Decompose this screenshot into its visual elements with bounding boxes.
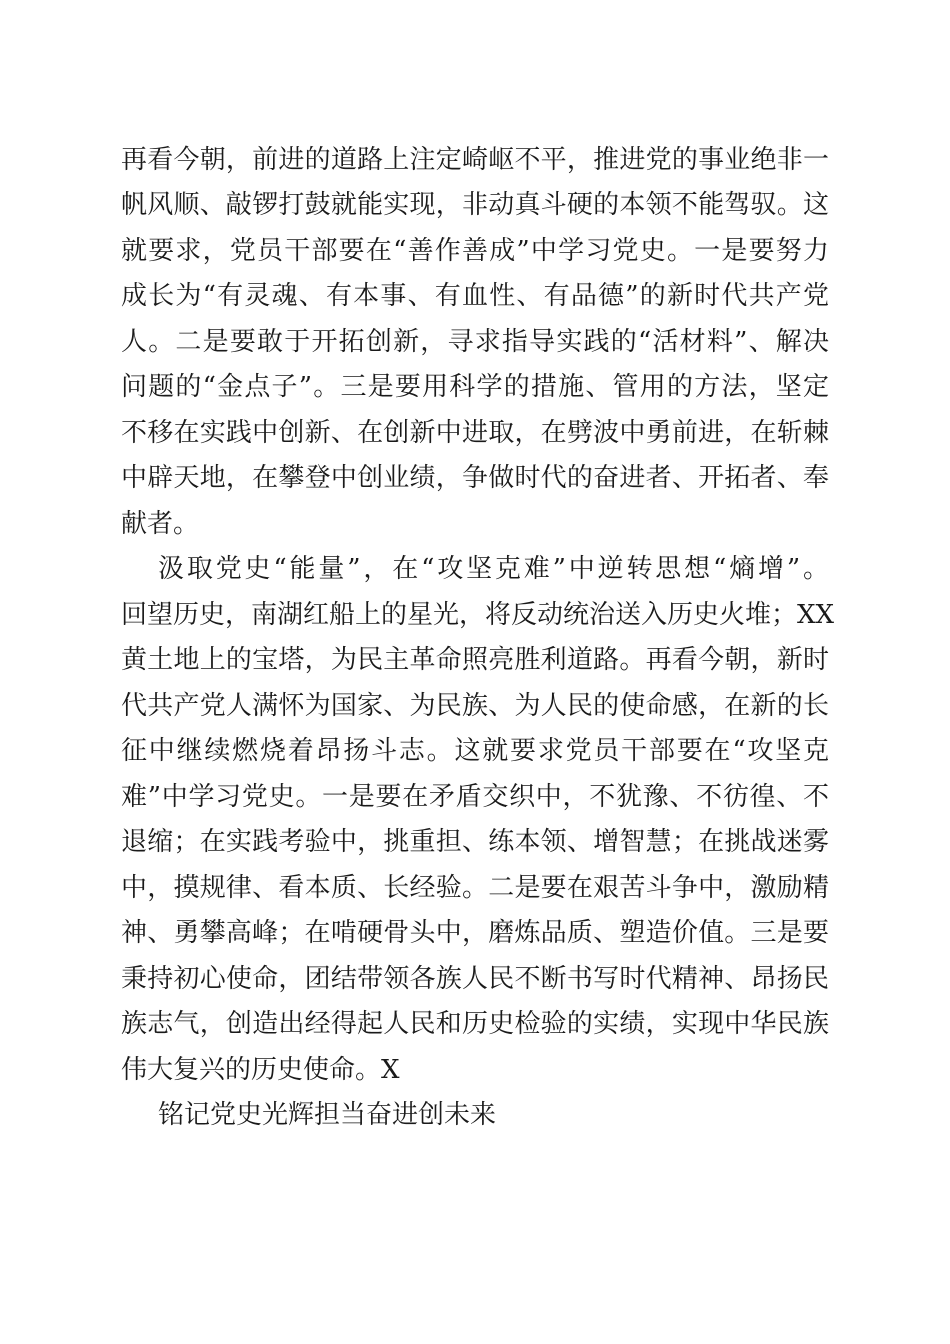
text-line: 问题的“金点子”。三是要用科学的措施、管用的方法，坚定	[121, 372, 829, 402]
text-line: 成长为“有灵魂、有本事、有血性、有品德”的新时代共产党	[121, 281, 829, 311]
text-line: 征中继续燃烧着昂扬斗志。这就要求党员干部要在“攻坚克	[121, 736, 829, 766]
text-line: 人。二是要敢于开拓创新，寻求指导实践的“活材料”、解决	[121, 327, 829, 357]
text-line: 汲取党史“能量”，在“攻坚克难”中逆转思想“熵增”。	[158, 554, 829, 584]
text-line: 伟大复兴的历史使命。X	[121, 1055, 400, 1085]
text-line: 神、勇攀高峰；在啃硬骨头中，磨炼品质、塑造价值。三是要	[121, 918, 829, 948]
text-line: 代共产党人满怀为国家、为民族、为人民的使命感，在新的长	[121, 691, 829, 721]
text-line: 就要求，党员干部要在“善作善成”中学习党史。一是要努力	[121, 236, 829, 266]
text-line: 不移在实践中创新、在创新中进取，在劈波中勇前进，在斩棘	[121, 418, 829, 448]
text-line: 回望历史，南湖红船上的星光，将反动统治送入历史火堆；XX	[121, 600, 835, 630]
text-line: 族志气，创造出经得起人民和历史检验的实绩，实现中华民族	[121, 1009, 829, 1039]
text-line: 帆风顺、敲锣打鼓就能实现，非动真斗硬的本领不能驾驭。这	[121, 190, 829, 220]
text-line: 黄土地上的宝塔，为民主革命照亮胜利道路。再看今朝，新时	[121, 645, 829, 675]
text-line: 铭记党史光辉担当奋进创未来	[158, 1100, 497, 1130]
text-line: 秉持初心使命，团结带领各族人民不断书写时代精神、昂扬民	[121, 964, 829, 994]
text-line: 中辟天地，在攀登中创业绩，争做时代的奋进者、开拓者、奉	[121, 463, 829, 493]
text-line: 再看今朝，前进的道路上注定崎岖不平，推进党的事业绝非一	[121, 145, 829, 175]
text-line: 中，摸规律、看本质、长经验。二是要在艰苦斗争中，激励精	[121, 873, 829, 903]
text-line: 难”中学习党史。一是要在矛盾交织中，不犹豫、不彷徨、不	[121, 782, 829, 812]
text-line: 献者。	[121, 509, 200, 539]
text-line: 退缩；在实践考验中，挑重担、练本领、增智慧；在挑战迷雾	[121, 827, 829, 857]
